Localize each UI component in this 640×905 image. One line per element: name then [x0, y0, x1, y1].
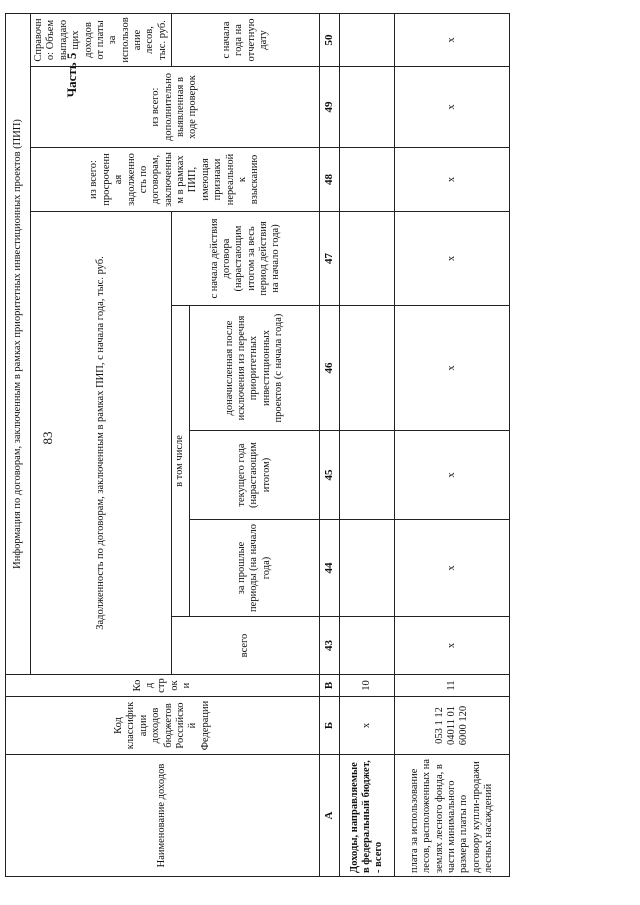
column-number: В — [320, 675, 340, 697]
row-cell — [340, 67, 395, 148]
header-past-periods: за прошлые периоды (на начало года) — [190, 520, 320, 617]
row-name: Доходы, направляемые в федеральный бюджет, - всего — [340, 755, 395, 877]
row-cell — [340, 212, 395, 306]
column-number: 48 — [320, 148, 340, 212]
header-pip: Информация по договорам, заключенным в рамках приоритетных инвестиционных проектов (ПИП) — [6, 13, 31, 674]
row-cell: x — [395, 67, 510, 148]
row-cell — [340, 431, 395, 520]
page-number: 83 — [40, 431, 55, 445]
column-number: 44 — [320, 520, 340, 617]
column-number: 49 — [320, 67, 340, 148]
row-cell: x — [395, 617, 510, 675]
pip-table — [5, 13, 510, 877]
header-reference: Справочно: Объем выпадающих доходов от платы за использование лесов, тыс. руб. — [31, 13, 172, 66]
column-number: А — [320, 755, 340, 877]
column-numbers-row — [320, 13, 340, 876]
header-since-start: с начала действия договора (нарастающим итогом за весь период действия на начало года) — [172, 212, 320, 306]
header-overdue: из всего: просроченная задолженность по договорам, заключенным в рамках ПИП, имеющая признаки нереальной к взысканию — [31, 148, 320, 212]
row-line: 11 — [395, 675, 510, 697]
column-number: 47 — [320, 212, 340, 306]
row-code: x — [340, 697, 395, 755]
row-code: 053 1 12 04011 01 6000 120 — [395, 697, 510, 755]
header-code: Код классификации доходов бюджетов Российской Федерации — [6, 697, 320, 755]
row-cell — [340, 13, 395, 66]
column-number: 50 — [320, 13, 340, 66]
header-line: Код строки — [6, 675, 320, 697]
header-additional: доначисленная после исключения из перечня приоритетных инвестиционных проектов (с начала года) — [190, 306, 320, 431]
row-cell: x — [395, 212, 510, 306]
header-since-year: с начала года на отчетную дату — [172, 13, 320, 66]
header-name: Наименование доходов — [6, 755, 320, 877]
header-including: в том числе — [172, 306, 190, 617]
row-line: 10 — [340, 675, 395, 697]
row-cell — [340, 520, 395, 617]
header-total: всего — [172, 617, 320, 675]
column-number: 46 — [320, 306, 340, 431]
column-number: 43 — [320, 617, 340, 675]
header-current-year: текущего года (нарастающим итогом) — [190, 431, 320, 520]
table-row — [340, 13, 395, 876]
row-name: плата за использование лесов, расположенных на землях лесного фонда, в части минимального размера платы по договору купли-продажи лесных насаждений — [395, 755, 510, 877]
row-cell — [340, 617, 395, 675]
column-number: Б — [320, 697, 340, 755]
column-number: 45 — [320, 431, 340, 520]
row-cell: x — [395, 148, 510, 212]
header-inspection: из всего: дополнительно выявленная в ходе проверок — [31, 67, 320, 148]
table-row — [395, 13, 510, 876]
row-cell: x — [395, 306, 510, 431]
row-cell — [340, 306, 395, 431]
part-label: Часть 5 — [64, 52, 79, 98]
row-cell: x — [395, 520, 510, 617]
header-debt: Задолженность по договорам, заключенным в рамках ПИП, с начала года, тыс. руб. — [31, 212, 172, 675]
row-cell — [340, 148, 395, 212]
row-cell: x — [395, 431, 510, 520]
row-cell: x — [395, 13, 510, 66]
